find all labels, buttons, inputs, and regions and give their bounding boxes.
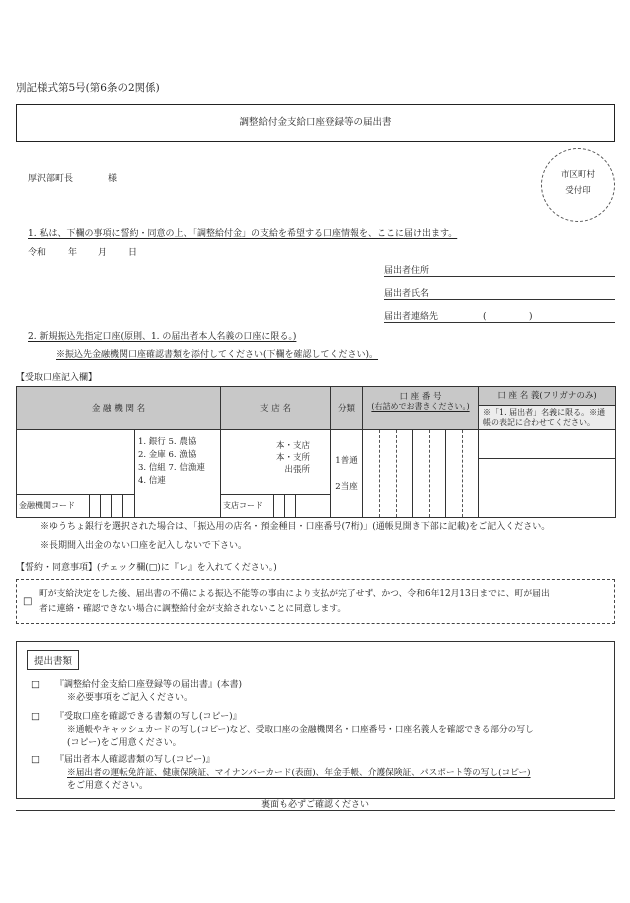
- stamp-line-1: 市区町村: [560, 170, 595, 180]
- address-label: 届出者住所: [384, 266, 430, 276]
- name-label: 届出者氏名: [384, 289, 430, 299]
- doc2-checkbox[interactable]: □: [31, 711, 40, 722]
- account-table-label: 【受取口座記入欄】: [16, 373, 98, 383]
- account-table: [16, 386, 616, 518]
- pledge-checkbox[interactable]: □: [23, 596, 33, 607]
- pledge-box: [16, 579, 615, 624]
- contact-paren-open: (: [483, 312, 487, 322]
- name-line[interactable]: [384, 299, 615, 300]
- reception-stamp: [541, 148, 615, 222]
- pledge-heading: 【誓約・同意事項】(チェック欄(□)に『レ』を入れてください。): [16, 563, 277, 573]
- doc1-title: 『調整給付金支給口座登録等の届出書』(本書): [55, 680, 243, 690]
- doc3-title: 『届出者本人確認書類の写し(コピー)』: [55, 755, 215, 765]
- documents-box: [16, 641, 615, 799]
- contact-label: 届出者連絡先: [384, 312, 439, 322]
- date-month: 月: [98, 248, 108, 258]
- holder-name-cell[interactable]: [479, 430, 616, 518]
- holder-header: 口 座 名 義(フリガナのみ) ※「1. 届出者」名義に限る。※通帳の表記に合わせてください。: [479, 387, 616, 430]
- yucho-note: ※ゆうちょ銀行を選択された場合は、「振込用の店名・預金種目・口座番号(7桁)」(通帳見開き下部に記載)をご記入ください。: [40, 522, 551, 532]
- pledge-line-2: 者に連絡・確認できない場合に調整給付金が支給されないことに同意します。: [39, 604, 347, 614]
- title-box: [16, 104, 615, 142]
- doc2-note-2: (コピー)をご用意ください。: [67, 738, 182, 748]
- institution-name-cell[interactable]: [17, 430, 135, 518]
- address-line[interactable]: [384, 276, 615, 277]
- form-number: 別記様式第5号(第6条の2関係): [16, 82, 160, 94]
- bank-type-cell[interactable]: 1. 銀行 5. 農協 2. 金庫 6. 漁協 3. 信組 7. 信漁連 4. 信連: [135, 430, 221, 518]
- doc1-checkbox[interactable]: □: [31, 679, 40, 690]
- branch-code-label: 支店コード: [223, 501, 263, 510]
- branch-name-cell[interactable]: 本・支店 本・支所 出張所 支店コード: [221, 430, 331, 518]
- contact-line[interactable]: [384, 322, 615, 323]
- type-header: 分類: [331, 387, 363, 430]
- date-era: 令和: [28, 248, 47, 258]
- doc3-note-1: ※届出者の運転免許証、健康保険証、マイナンバーカード(表面)、年金手帳、介護保険証、パスポート等の写し(コピー): [67, 768, 531, 778]
- footer-rule: [16, 810, 615, 811]
- form-title: 調整給付金支給口座登録等の届出書: [239, 117, 392, 128]
- doc2-note-1: ※通帳やキャッシュカードの写し(コピー)など、受取口座の金融機関名・口座番号・口座名義人を確認できる部分の写し: [67, 725, 534, 735]
- doc1-note: ※必要事項をご記入ください。: [67, 693, 194, 703]
- long-term-note: ※長期間入出金のない口座を記入しないで下さい。: [40, 541, 248, 551]
- institution-code-label: 金融機関コード: [19, 501, 75, 510]
- account-type-cell[interactable]: 1普通 2当座: [331, 430, 363, 518]
- number-header: 口 座 番 号 (右詰めでお書きください。): [363, 387, 479, 430]
- section2-note: ※振込先金融機関口座確認書類を添付してください(下欄を確認してください)。: [56, 350, 379, 360]
- documents-tag: 提出書類: [27, 650, 79, 670]
- stamp-line-2: 受付印: [565, 186, 591, 196]
- branch-header: 支 店 名: [221, 387, 331, 430]
- account-number-cell[interactable]: [363, 430, 479, 518]
- date-day: 日: [128, 248, 138, 258]
- institution-header: 金 融 機 関 名: [17, 387, 221, 430]
- doc3-checkbox[interactable]: □: [31, 754, 40, 765]
- section1-statement: 1. 私は、下欄の事項に誓約・同意の上、「調整給付金」の支給を希望する口座情報を、ここに届け出ます。: [28, 229, 458, 239]
- addressee: 厚沢部町長: [28, 174, 74, 184]
- date-year: 年: [68, 248, 78, 258]
- section2-heading: 2. 新規振込先指定口座(原則、1. の届出者本人名義の口座に限る。): [28, 332, 297, 342]
- pledge-line-1: 町が支給決定をした後、届出書の不備による振込不能等の事由により支払が完了せず、かつ、令和6年12月13日までに、町が届出: [39, 589, 550, 599]
- back-page-note: 裏面も必ずご確認ください: [260, 800, 369, 810]
- holder-note: ※「1. 届出者」名義に限る。※通帳の表記に合わせてください。: [479, 406, 615, 429]
- doc3-note-2: をご用意ください。: [67, 781, 149, 791]
- honorific: 様: [108, 174, 118, 184]
- doc2-title: 『受取口座を確認できる書類の写し(コピー)』: [55, 712, 242, 722]
- contact-paren-close: ): [529, 312, 533, 322]
